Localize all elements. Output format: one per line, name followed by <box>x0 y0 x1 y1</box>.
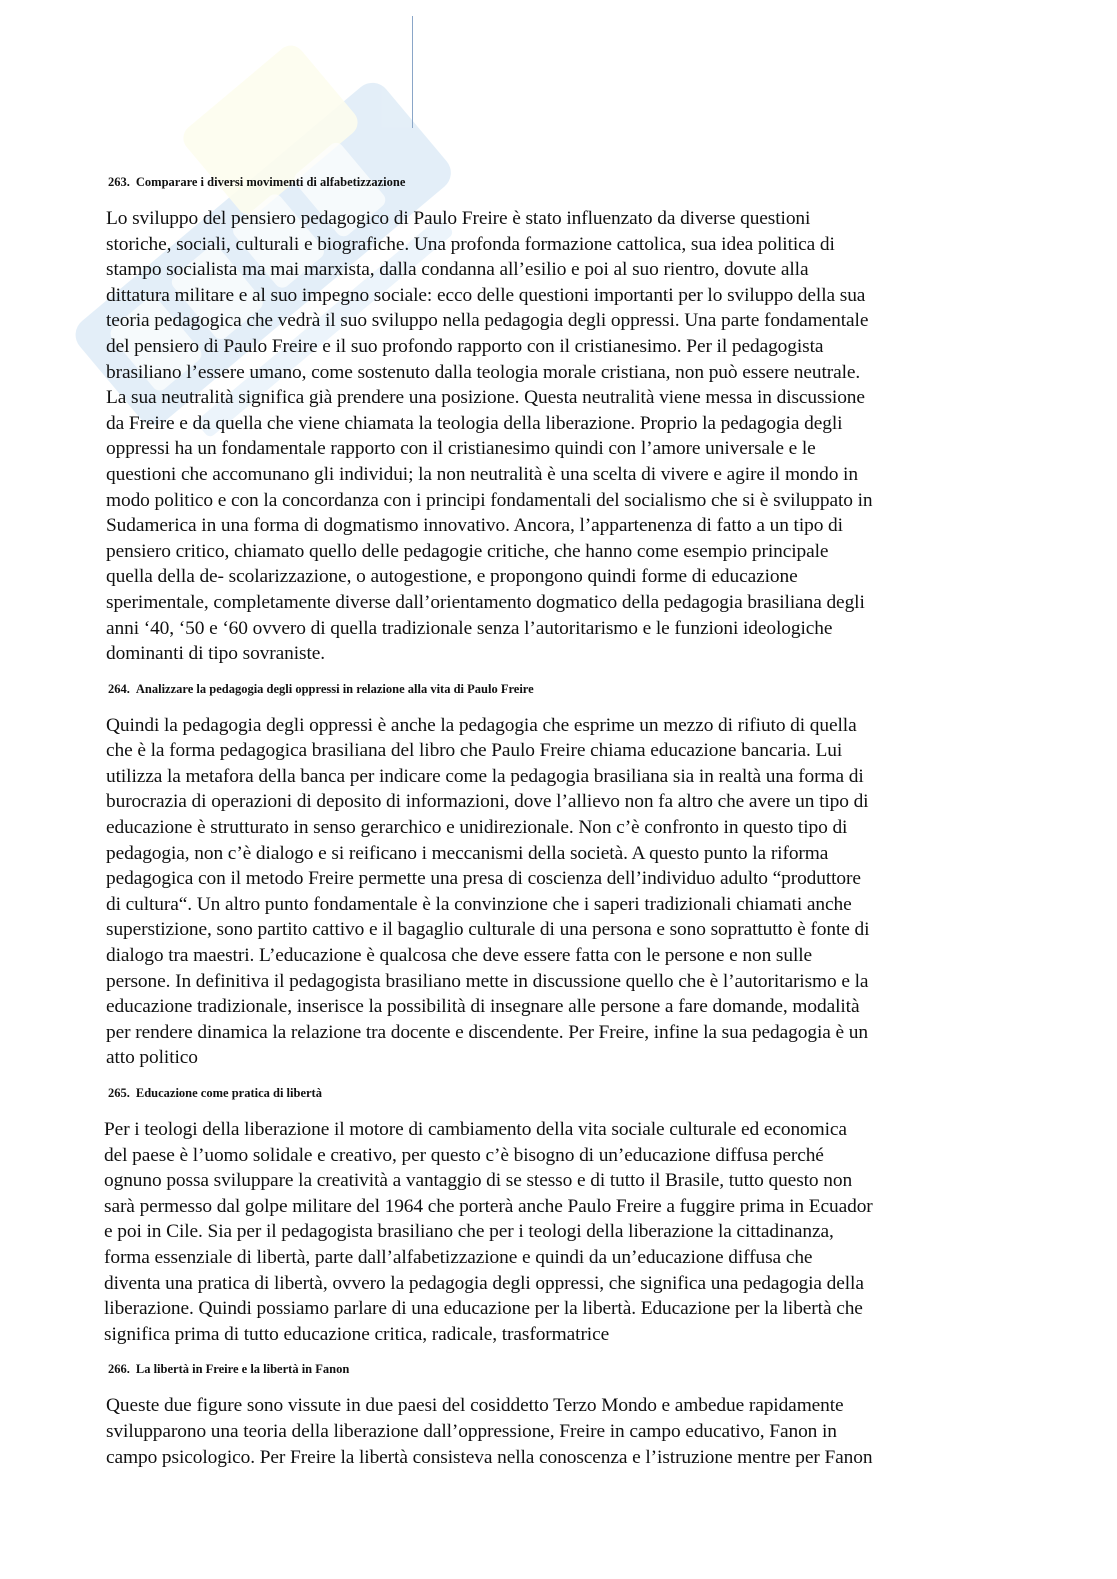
text-line: teoria pedagogica che vedrà il suo sviluppo nella pedagogia degli oppressi. Una parte fondamentale <box>106 310 869 332</box>
text-line: anni ‘40, ‘50 e ‘60 ovvero di quella tradizionale senza l’autoritarismo e le funzioni ideologiche <box>106 617 833 639</box>
text-line: del paese è l’uomo solidale e creativo, per questo c’è bisogno di un’educazione diffusa perché <box>104 1144 824 1166</box>
section-title: Analizzare la pedagogia degli oppressi in relazione alla vita di Paulo Freire <box>135 681 534 696</box>
text-line: educazione tradizionale, inserisce la possibilità di insegnare alle persone a fare domande, modalità <box>106 996 860 1018</box>
section-title: Comparare i diversi movimenti di alfabetizzazione <box>135 175 406 189</box>
top-vertical-rule <box>412 16 413 128</box>
text-line: svilupparono una teoria della liberazione dall’oppressione, Freire in campo educativo, Fanon in <box>106 1420 837 1442</box>
text-line: superstizione, sono partito cattivo e il bagaglio culturale di una persona e sono soprattutto è fonte di <box>106 919 870 941</box>
section-heading <box>108 679 1006 699</box>
text-line: sperimentale, completamente diverse dall’orientamento dogmatico della pedagogia brasiliana degli <box>106 591 865 613</box>
text-line: oppressi ha un fondamentale rapporto con il cristianesimo quindi con l’amore universale e le <box>106 438 816 460</box>
text-line: Lo sviluppo del pensiero pedagogico di Paulo Freire è stato influenzato da diverse questioni <box>106 208 811 229</box>
section-body <box>104 1117 1006 1347</box>
text-line: dialogo tra maestri. L’educazione è qualcosa che deve essere fatta con le persone e non sulle <box>106 945 813 967</box>
text-line: di cultura“. Un altro punto fondamentale è la convinzione che i saperi tradizionali chiamati anche <box>106 893 852 915</box>
section-title: Educazione come pratica di libertà <box>135 1086 322 1100</box>
text-line: ognuno possa sviluppare la creatività a vantaggio di se stesso e di tutto il Brasile, tutto questo non <box>104 1170 853 1192</box>
text-line: del pensiero di Paulo Freire e il suo profondo rapporto con il cristianesimo. Per il pedagogista <box>106 335 824 357</box>
section-number: 263. <box>108 175 130 189</box>
section-body <box>106 1393 1006 1470</box>
text-line: da Freire e da quella che viene chiamata la teologia della liberazione. Proprio la pedagogia degli <box>106 412 843 434</box>
section-heading <box>108 172 1006 192</box>
text-line: La sua neutralità significa già prendere una posizione. Questa neutralità viene messa in discussione <box>106 387 865 409</box>
document-content <box>106 172 1006 1482</box>
text-line: questioni che accomunano gli individui; la non neutralità è una scelta di vivere e agire il mondo in <box>106 463 858 485</box>
text-line: dittatura militare e al suo impegno sociale: ecco delle questioni importanti per lo sviluppo della sua <box>106 284 866 306</box>
section-263 <box>106 172 1006 667</box>
text-line: persone. In definitiva il pedagogista brasiliano mette in discussione quello che è l’autoritarismo e la <box>106 970 869 992</box>
section-266 <box>106 1359 1006 1470</box>
text-line: per rendere dinamica la relazione tra docente e discendente. Per Freire, infine la sua pedagogia è un <box>106 1021 868 1043</box>
text-line: pedagogia, non c’è dialogo e si reificano i meccanismi della società. A questo punto la riforma <box>106 842 829 864</box>
text-line: pensiero critico, chiamato quello delle pedagogie critiche, che hanno come esempio principale <box>106 540 829 562</box>
text-line: utilizza la metafora della banca per indicare come la pedagogia brasiliana sia in realtà una forma di <box>106 765 864 787</box>
text-line: significa prima di tutto educazione critica, radicale, trasformatrice <box>104 1323 610 1345</box>
text-line: che è la forma pedagogica brasiliana del libro che Paulo Freire chiama educazione bancaria. Lui <box>106 740 843 762</box>
text-line: dominanti di tipo sovraniste. <box>106 643 325 665</box>
text-line: campo psicologico. Per Freire la libertà consisteva nella conoscenza e l’istruzione mentre per Fanon <box>106 1446 873 1468</box>
text-line: Per i teologi della liberazione il motore di cambiamento della vita sociale culturale ed economica <box>104 1119 847 1140</box>
text-line: Sudamerica in una forma di dogmatismo innovativo. Ancora, l’appartenenza di fatto a un tipo di <box>106 515 843 537</box>
section-265 <box>106 1083 1006 1347</box>
section-number: 266. <box>108 1362 130 1377</box>
section-body <box>106 713 1006 1071</box>
text-line: forma essenziale di libertà, parte dall’alfabetizzazione e quindi da un’educazione diffusa che <box>104 1246 813 1268</box>
text-line: e poi in Cile. Sia per il pedagogista brasiliano che per i teologi della liberazione la cittadinanza, <box>104 1221 834 1243</box>
text-line: quella della de- scolarizzazione, o autogestione, e propongono quindi forme di educazione <box>106 566 798 588</box>
section-heading <box>108 1083 1006 1103</box>
text-line: modo politico e con la concordanza con i principi fondamentali del socialismo che si è sviluppato in <box>106 489 873 511</box>
text-line: diventa una pratica di libertà, ovvero la pedagogia degli oppressi, che significa una pedagogia della <box>104 1272 864 1294</box>
text-line: Queste due figure sono vissute in due paesi del cosiddetto Terzo Mondo e ambedue rapidamente <box>106 1395 844 1417</box>
text-line: pedagogica con il metodo Freire permette una presa di coscienza dell’individuo adulto “produttore <box>106 868 861 890</box>
text-line: burocrazia di operazioni di deposito di informazioni, dove l’allievo non fa altro che avere un tipo di <box>106 791 869 813</box>
section-264 <box>106 679 1006 1071</box>
text-line: brasiliano l’essere umano, come sostenuto dalla teologia morale cristiana, non può essere neutrale. <box>106 361 861 383</box>
section-body <box>106 206 1006 667</box>
text-line: liberazione. Quindi possiamo parlare di una educazione per la libertà. Educazione per la libertà che <box>104 1298 863 1320</box>
section-heading <box>108 1359 1006 1379</box>
text-line: storiche, sociali, culturali e biografiche. Una profonda formazione cattolica, sua idea politica di <box>106 233 835 255</box>
text-line: atto politico <box>106 1047 198 1069</box>
text-line: educazione è strutturato in senso gerarchico e unidirezionale. Non c’è confronto in questo tipo di <box>106 817 848 839</box>
text-line: Quindi la pedagogia degli oppressi è anche la pedagogia che esprime un mezzo di rifiuto di quella <box>106 714 857 736</box>
text-line: sarà permesso dal golpe militare del 1964 che porterà anche Paulo Freire a fuggire prima in Ecuador <box>104 1195 873 1217</box>
section-number: 265. <box>108 1086 130 1100</box>
text-line: stampo socialista ma mai marxista, dalla condanna all’esilio e poi al suo rientro, dovute alla <box>106 259 809 281</box>
section-number: 264. <box>108 681 130 696</box>
section-title: La libertà in Freire e la libertà in Fanon <box>135 1362 350 1377</box>
